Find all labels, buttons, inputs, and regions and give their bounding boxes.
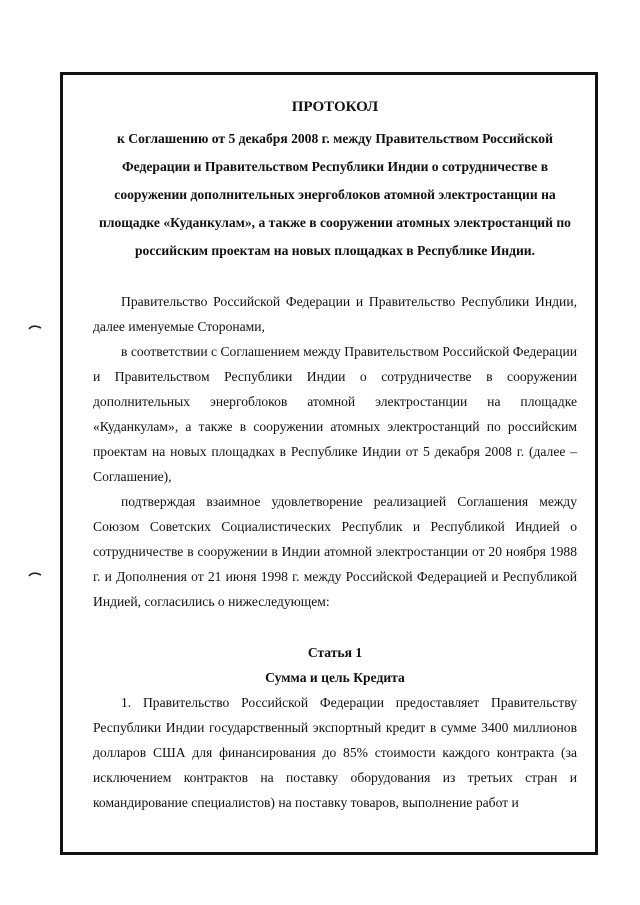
document-subtitle-line: российским проектам на новых площадках в Республике Индии.: [134, 243, 536, 258]
document-subtitle-line: к Соглашению от 5 декабря 2008 г. между Правительством Российской: [117, 131, 553, 146]
article-title: Сумма и цель Кредита: [265, 670, 405, 685]
document-content: [93, 97, 577, 815]
spacer: [93, 265, 577, 289]
document-frame: [60, 72, 598, 855]
preamble-paragraph: подтверждая взаимное удовлетворение реализацией Соглашения между Союзом Советских Социалистических Республик и Республикой Индией о сотрудничестве в сооружении в Индии атомной электростанции от 20 ноября 1988 г. и Дополнения от 21 июня 1998 г. между Российской Федерацией и Республикой Индией, согласились о нижеследующем:: [93, 494, 577, 609]
document-subtitle-line: сооружении дополнительных энергоблоков атомной электростанции на: [114, 187, 556, 202]
margin-mark: [28, 565, 42, 573]
spacer: [93, 614, 577, 640]
document-subtitle-line: площадке «Куданкулам», а также в сооружении атомных электростанций по: [99, 215, 571, 230]
margin-mark: [28, 318, 42, 326]
article-paragraph: 1. Правительство Российской Федерации предоставляет Правительству Республики Индии государственный экспортный кредит в сумме 3400 миллионов долларов США для финансирования до 85% стоимости каждого контракта (за исключением контрактов на поставку оборудования из третьих стран и командирование специалистов) на поставку товаров, выполнение работ и: [93, 695, 577, 810]
preamble-paragraph: Правительство Российской Федерации и Правительство Республики Индии, далее именуемые Сторонами,: [93, 294, 577, 334]
article-number: Статья 1: [307, 645, 363, 660]
preamble-paragraph: в соответствии с Соглашением между Правительством Российской Федерации и Правительством Республики Индии о сотрудничестве в сооружении дополнительных энергоблоков атомной электростанции на площадке «Куданкулам», а также в сооружении атомных электростанций по российским проектам на новых площадках в Республике Индии от 5 декабря 2008 г. (далее – Соглашение),: [93, 344, 577, 484]
document-subtitle-line: Федерации и Правительством Республики Индии о сотрудничестве в: [121, 159, 549, 174]
document-title: ПРОТОКОЛ: [291, 99, 379, 115]
